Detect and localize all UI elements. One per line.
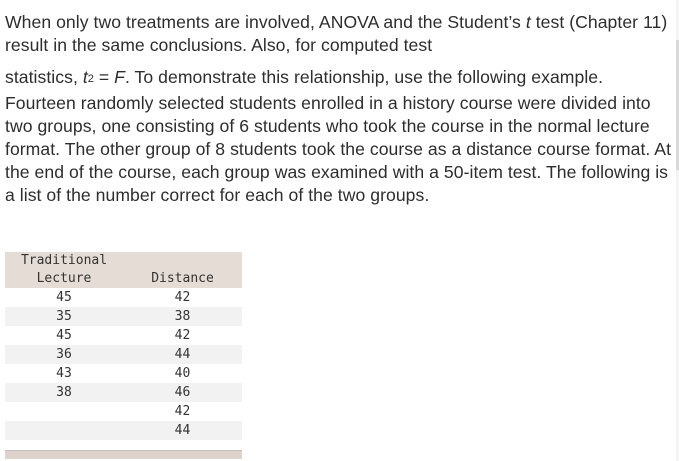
equals-sign: = — [93, 67, 115, 87]
table-header-row — [5, 252, 242, 288]
table-cell: 43 — [5, 364, 123, 383]
exponent: 2 — [87, 73, 94, 85]
table-cell: 46 — [123, 383, 242, 402]
table-spacer-row — [5, 440, 242, 447]
problem-paragraph-2 — [5, 66, 673, 207]
table-row — [5, 383, 242, 402]
problem-text: When only two treatments are involved, ANOVA and the Student’s — [5, 12, 526, 32]
table-row — [5, 364, 242, 383]
t-symbol: t — [525, 12, 531, 32]
scores-table — [5, 252, 242, 447]
table-row — [5, 307, 242, 326]
table-row — [5, 288, 242, 307]
table-cell: 42 — [123, 402, 242, 421]
column-header-line: Distance — [151, 271, 214, 286]
column-header-line: Lecture — [36, 271, 92, 286]
table-cell — [5, 421, 123, 440]
problem-text: test (Chapter 11) result in the same conclusions. Also, for computed test — [5, 12, 668, 55]
table-cell — [5, 402, 123, 421]
table-row — [5, 326, 242, 345]
table-cell: 45 — [5, 326, 123, 345]
table-cell: 35 — [5, 307, 123, 326]
table-cell: 38 — [123, 307, 242, 326]
problem-statement — [5, 11, 673, 207]
table-row — [5, 345, 242, 364]
column-header-line: Traditional — [20, 253, 108, 268]
column-header-traditional-lecture — [5, 252, 123, 288]
problem-paragraph-1 — [5, 11, 673, 57]
table-cell: 42 — [123, 288, 242, 307]
table-footer-bar — [5, 450, 242, 459]
column-header-distance — [123, 252, 242, 288]
t-symbol: t — [82, 67, 88, 87]
table-cell: 40 — [123, 364, 242, 383]
table-cell: 45 — [5, 288, 123, 307]
table-cell: 36 — [5, 345, 123, 364]
problem-text: statistics, — [5, 67, 83, 87]
problem-text: . To demonstrate this relationship, use the following example. Fourteen randomly selected students enrolled in a history course were divided into two groups, one consisting of 6 students who took the course in the normal lecture format. The other group of 8 students took the course as a distance course format. At the end of the course, each group was examined with a 50-item test. The following is a list of the number correct for each of the two groups. — [5, 67, 672, 205]
f-symbol: F — [114, 67, 125, 87]
table-cell: 44 — [123, 345, 242, 364]
table-cell: 42 — [123, 326, 242, 345]
table-row — [5, 402, 242, 421]
table-row — [5, 421, 242, 440]
table-cell: 38 — [5, 383, 123, 402]
table-cell: 44 — [123, 421, 242, 440]
